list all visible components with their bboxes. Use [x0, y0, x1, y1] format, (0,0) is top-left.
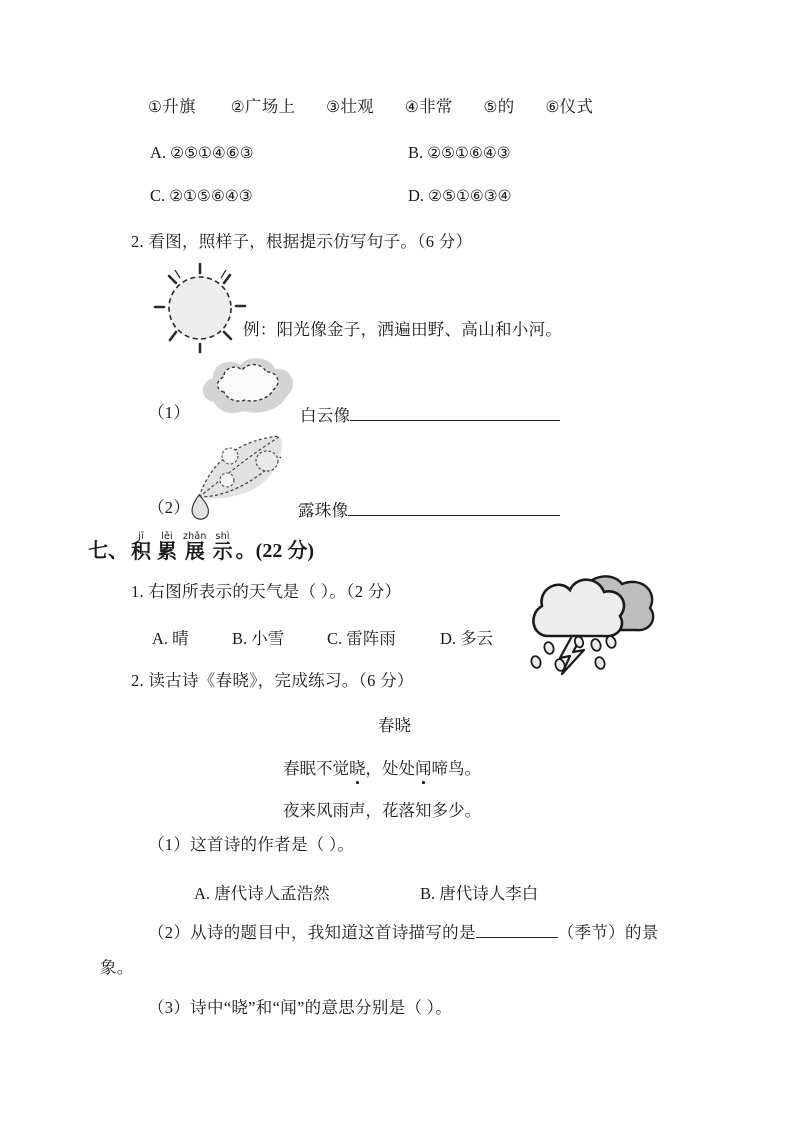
poem-line-1: [283, 755, 481, 779]
word-bank-num-2: ②: [230, 98, 245, 116]
sun-illustration: [142, 256, 262, 361]
choice-c-label: C.: [150, 186, 166, 205]
word-bank-num-4: ④: [404, 98, 420, 116]
thunderstorm-cloud-illustration: [512, 566, 667, 676]
s7-q2-sub1-option-b[interactable]: [420, 880, 538, 904]
q2-item2-prompt: 露珠像: [298, 501, 349, 520]
word-bank-word-2: 广场上: [244, 97, 296, 116]
section-7-char-3: zhǎn 展: [183, 531, 207, 563]
poem-emphasis-xiao: 晓: [349, 755, 366, 779]
poem-title: 春晓: [378, 716, 411, 735]
s7-q2-stem: 2. 读古诗《春晓》，完成练习。（6 分）: [131, 671, 414, 690]
s7-q1-option-c-label: C.: [327, 629, 343, 648]
word-bank-word-3: 壮观: [340, 97, 374, 116]
poem-line-2: 夜来风雨声，花落知多少。: [283, 801, 481, 820]
word-bank-num-6: ⑥: [545, 98, 560, 116]
s7-q1-stem: 1. 右图所表示的天气是（ ）。（2 分）: [131, 582, 402, 601]
dewdrop-leaf-illustration: [181, 431, 293, 523]
word-bank-num-5: ⑤: [483, 98, 498, 116]
choice-d[interactable]: [408, 186, 512, 206]
s7-q2-sub2-part2: （季节）的景: [557, 923, 659, 942]
section-7-char-1: jī 积: [131, 531, 151, 563]
s7-q1-option-d[interactable]: [440, 625, 493, 649]
choice-c[interactable]: [150, 186, 253, 206]
s7-q2-sub3-stem: （3）诗中“晓”和“闻”的意思分别是（ ）。: [148, 998, 453, 1017]
section-7-char-4: shì 示: [212, 531, 233, 563]
q2-item1-prompt: 白云像: [300, 406, 351, 425]
s7-q1-option-a-text: 晴: [172, 629, 189, 648]
q2-item1-num: （1）: [148, 403, 191, 422]
section-7-char-2: lěi 累: [157, 531, 177, 563]
q2-item2-row: [298, 500, 560, 520]
poem-emphasis-wen: 闻: [415, 755, 432, 779]
s7-q1-option-a-label: A.: [152, 629, 169, 648]
cloud-illustration: [196, 354, 304, 422]
q2-item2-blank[interactable]: [348, 500, 560, 516]
s7-q2-sub2-part1: （2）从诗的题目中，我知道这首诗描写的是: [148, 923, 476, 942]
choice-a-label: A.: [150, 143, 167, 162]
choice-b-label: B.: [408, 143, 424, 162]
s7-q1-option-d-label: D.: [440, 629, 457, 648]
choice-d-label: D.: [408, 186, 425, 205]
s7-q2-sub1-stem: （1）这首诗的作者是（ ）。: [148, 835, 355, 854]
s7-q2-sub1-option-a[interactable]: [194, 880, 330, 904]
s7-q1-option-a[interactable]: [152, 625, 189, 649]
s7-q2-sub1-option-a-label: A.: [194, 884, 211, 903]
poem-line-1-c: 啼鸟。: [431, 759, 481, 778]
s7-q1-option-b-text: 小雪: [251, 629, 285, 648]
choice-a[interactable]: [150, 143, 254, 163]
poem-line-1-a: 春眠不觉: [283, 759, 349, 778]
section-7-points: 。(22 分): [235, 540, 314, 562]
q2-item2-num: （2）: [148, 498, 191, 517]
word-bank-word-1: 升旗: [162, 97, 196, 116]
q2-example: 例：阳光像金子，洒遍田野、高山和小河。: [243, 320, 563, 339]
s7-q2-sub1-option-b-label: B.: [420, 884, 436, 903]
section-7-heading: [88, 532, 314, 563]
q2-stem: 2. 看图，照样子，根据提示仿写句子。（6 分）: [131, 232, 473, 251]
s7-q1-option-b[interactable]: [232, 625, 284, 649]
s7-q2-sub1-option-b-text: 唐代诗人李白: [439, 884, 539, 903]
s7-q2-sub2-line1: [148, 922, 659, 942]
choice-b-value: ②⑤①⑥④③: [427, 144, 511, 162]
choice-c-value: ②①⑤⑥④③: [169, 187, 253, 205]
poem-line-1-b: ，处处: [365, 759, 415, 778]
s7-q1-option-d-text: 多云: [460, 629, 494, 648]
q2-item1-blank[interactable]: [350, 405, 560, 421]
s7-q2-sub2-line2: 象。: [100, 958, 134, 977]
word-bank-num-3: ③: [326, 98, 341, 116]
s7-q1-option-c[interactable]: [327, 625, 396, 649]
s7-q1-option-c-text: 雷阵雨: [346, 629, 396, 648]
word-bank-row: [148, 99, 593, 116]
choice-a-value: ②⑤①④⑥③: [170, 144, 254, 162]
word-bank-num-1: ①: [148, 98, 163, 116]
s7-q2-sub1-option-a-text: 唐代诗人孟浩然: [214, 884, 330, 903]
q2-item1-row: [300, 405, 560, 425]
section-7-number: 七、: [88, 540, 128, 562]
choice-d-value: ②⑤①⑥③④: [428, 187, 512, 205]
choice-b[interactable]: [408, 143, 511, 163]
word-bank-word-6: 仪式: [559, 97, 594, 116]
s7-q2-sub2-blank[interactable]: [476, 922, 558, 938]
word-bank-word-4: 非常: [419, 97, 453, 116]
s7-q1-option-b-label: B.: [232, 629, 248, 648]
word-bank-word-5: 的: [497, 97, 515, 116]
